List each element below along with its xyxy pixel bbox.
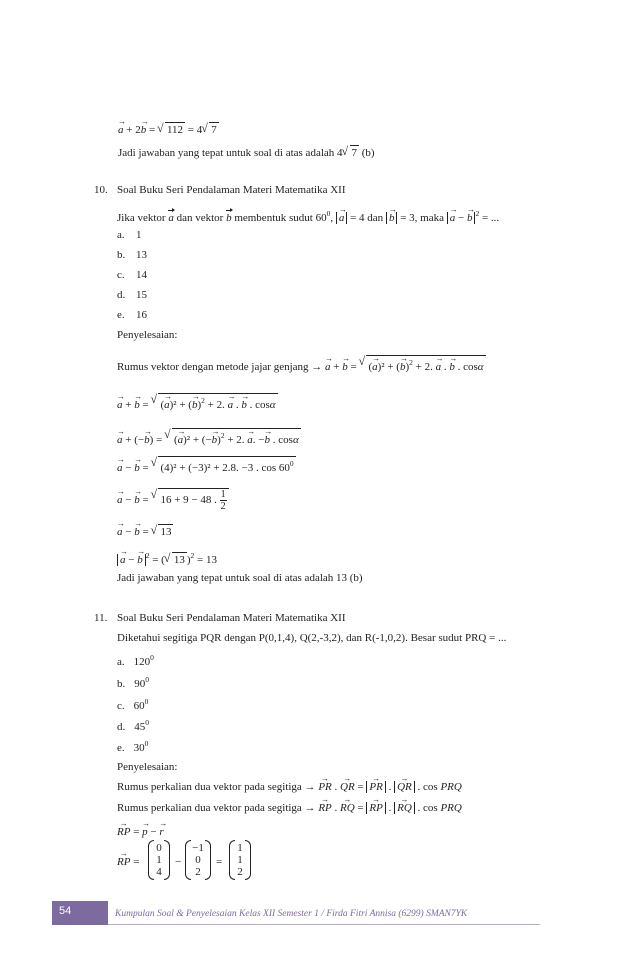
intro-answer: Jadi jawaban yang tepat untuk soal di atas adalah 4√ 7 (b)	[118, 145, 375, 160]
q11-option-b: b. $90^0$	[117, 675, 149, 690]
q11-option-a: a. $120^0$	[117, 653, 154, 668]
q10-rule: Rumus vektor dengan metode jajar genjang → → a + → b = √ (→ a)² + (→ b)$^2$ + 2. → a . → b . cosα	[117, 355, 486, 374]
q11-rule-2: Rumus perkalian dua vektor pada segitiga → → RP . → RQ = → RP . → RQ . cos PRQ	[117, 801, 462, 815]
q11-matrix-p: 0 1 4	[148, 840, 170, 880]
q10-option-b-letter: b.	[117, 249, 126, 261]
q10-step-6: → a − → b $^2$ = (√ 13 )$^2$ = 13	[117, 549, 217, 567]
q10-step-1: → a + → b = √ (→ a)² + (→ b)$^2$ + 2. → a . → b . cosα	[117, 393, 278, 412]
q11-equals: =	[216, 856, 223, 868]
q10-answer: Jadi jawaban yang tepat untuk soal di atas adalah 13 (b)	[117, 572, 363, 584]
q10-fraction: $\frac{1}{2}$	[220, 489, 226, 512]
q11-step-2-label: → RP =	[117, 855, 139, 869]
q10-statement: Jika vektor a dan vektor b membentuk sudut $60^0$, → a = 4 dan → b = 3, maka → a − → b $^2$ = ...	[117, 207, 499, 225]
q11-option-e: e. $30^0$	[117, 739, 149, 754]
q11-matrix-result: 1 1 2	[229, 840, 251, 880]
footer-page-number: 54	[59, 905, 72, 917]
footer-divider	[108, 924, 540, 925]
q10-option-a-text: 1	[136, 229, 142, 241]
q10-option-c-text: 14	[136, 269, 147, 281]
q11-matrix-r: −1 0 2	[185, 840, 211, 880]
q11-option-c: c. $60^0$	[117, 697, 149, 712]
q10-solution-label: Penyelesaian:	[117, 329, 178, 341]
q10-option-d-letter: d.	[117, 289, 126, 301]
q10-option-c-letter: c.	[117, 269, 125, 281]
q10-rule-text: Rumus vektor dengan metode jajar genjang →	[117, 361, 323, 373]
q10-step-5: → a − → b = √ 13	[117, 524, 173, 539]
q10-option-e-text: 16	[136, 309, 147, 321]
q10-option-b-text: 13	[136, 249, 147, 261]
q11-step-1: → RP = → p − → r	[117, 825, 164, 839]
q10-option-a-letter: a.	[117, 229, 125, 241]
q10-step-2: → a + (−→ b) = √ (→ a)² + (−→ b)$^2$ + 2. → a. −→ b . cosα	[117, 428, 301, 447]
q11-number: 11.	[94, 612, 108, 624]
q11-option-d: d. $45^0$	[117, 718, 149, 733]
q11-title: Soal Buku Seri Pendalaman Materi Matematika XII	[117, 612, 346, 624]
q10-title: Soal Buku Seri Pendalaman Materi Matematika XII	[117, 184, 346, 196]
q10-step-3: → a − → b = √ (4)² + (−3)² + 2.8. −3 . $\cos 60^0$	[117, 456, 296, 475]
footer-text: Kumpulan Soal & Penyelesaian Kelas XII Semester 1 / Firda Fitri Annisa (6299) SMAN7YK	[115, 909, 468, 919]
intro-equation: → a + 2→ b = √ 112 = 4√ 7	[118, 122, 219, 137]
q10-step-4: → a − → b = √ 16 + 9 − 48 . $\frac{1}{2}$	[117, 488, 229, 512]
q10-option-d-text: 15	[136, 289, 147, 301]
q11-statement: Diketahui segitiga PQR dengan P(0,1,4), Q(2,-3,2), dan R(-1,0,2). Besar sudut PRQ = ...	[117, 632, 507, 644]
q11-rule-1: Rumus perkalian dua vektor pada segitiga → → PR . → QR = → PR . → QR . cos PRQ	[117, 780, 462, 794]
q10-option-e-letter: e.	[117, 309, 125, 321]
q11-solution-label: Penyelesaian:	[117, 761, 178, 773]
q11-minus: −	[175, 856, 182, 868]
q10-number: 10.	[94, 184, 108, 196]
